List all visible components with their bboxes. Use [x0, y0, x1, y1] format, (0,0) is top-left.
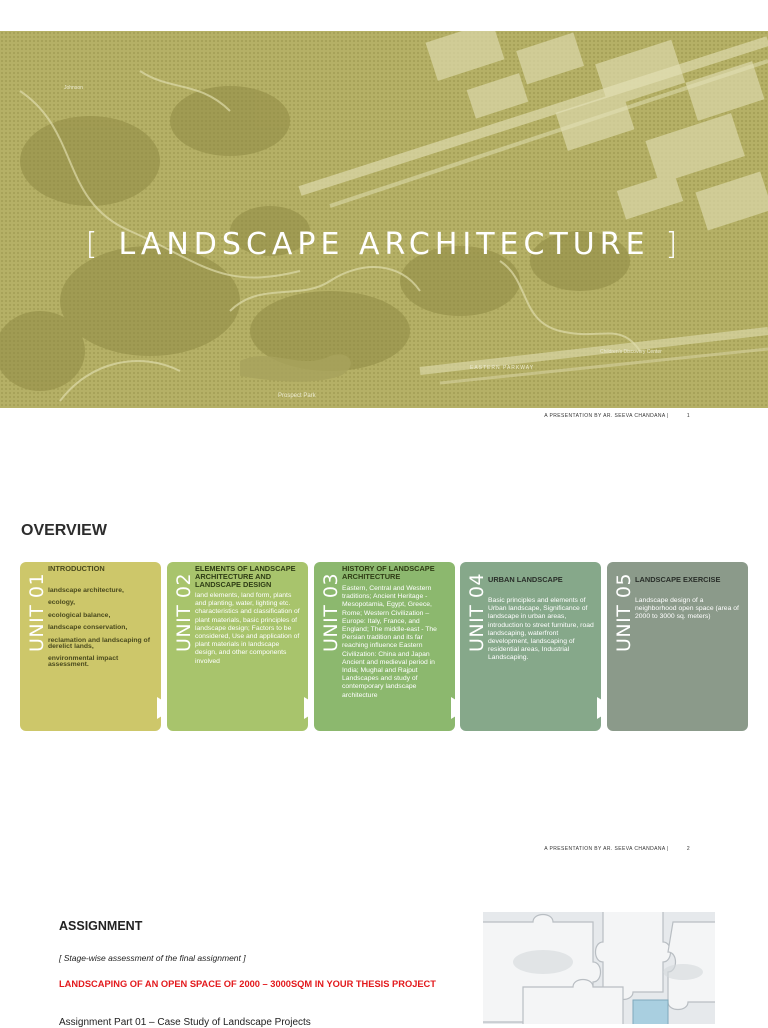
- slide-title: [0, 227, 768, 262]
- unit-body: Basic principles and elements of Urban landscape, Significance of landscape in urban areas, introduction to street furniture, road landscaping, waterfront development, landscaping of residential areas, Industrial Landscaping.: [488, 597, 594, 662]
- bracket-close: ]: [665, 227, 683, 262]
- slide-footer-1: A PRESENTATION BY AR. SEEVA CHANDANA | 1: [544, 413, 690, 419]
- unit-card-1: [20, 562, 161, 731]
- unit-heading: LANDSCAPE EXERCISE: [635, 575, 721, 584]
- unit-body: landscape architecture, ecology, ecological balance, landscape conservation, reclamation and landscaping of derelict lands, environmental impact assessment.: [48, 587, 150, 669]
- unit-card-5: [607, 562, 748, 731]
- unit-label-text: UNIT 03: [320, 572, 342, 652]
- puzzle-pieces-graphic: [483, 912, 715, 1024]
- slide-footer-2: A PRESENTATION BY AR. SEEVA CHANDANA | 2: [544, 846, 690, 852]
- unit-label-text: UNIT 04: [466, 572, 488, 652]
- overview-heading: OVERVIEW: [21, 522, 107, 539]
- puzzle-image: [483, 912, 715, 1024]
- unit-card-3: [314, 562, 455, 731]
- assignment-subtitle: [ Stage-wise assessment of the final assignment ]: [59, 953, 246, 963]
- hero-aerial-map: [0, 31, 768, 408]
- unit-label: [173, 570, 195, 720]
- aerial-map-graphic: [0, 31, 768, 408]
- unit-label-text: UNIT 05: [613, 572, 635, 652]
- unit-heading: HISTORY OF LANDSCAPE ARCHITECTURE: [342, 564, 435, 581]
- assignment-part-line: Assignment Part 01 – Case Study of Landscape Projects: [59, 1017, 311, 1028]
- bracket-open: [: [85, 227, 103, 262]
- map-label-parkway: EASTERN PARKWAY: [470, 365, 535, 371]
- unit-label: [466, 570, 488, 720]
- unit-body: Landscape design of a neighborhood open space (area of 2000 to 3000 sq. meters): [635, 597, 739, 621]
- page-number: 2: [686, 846, 690, 852]
- unit-label-text: UNIT 02: [173, 572, 195, 652]
- assignment-heading: ASSIGNMENT: [59, 919, 143, 933]
- map-label-park: Prospect Park: [278, 393, 316, 399]
- unit-card-2: [167, 562, 308, 731]
- unit-label: [613, 570, 635, 720]
- unit-label-text: UNIT 01: [26, 572, 48, 652]
- presenter-credit: A PRESENTATION BY AR. SEEVA CHANDANA: [544, 846, 666, 852]
- unit-heading: INTRODUCTION: [48, 564, 105, 573]
- map-label-museum: Children's Discovery Center: [600, 349, 662, 355]
- presenter-credit: A PRESENTATION BY AR. SEEVA CHANDANA: [544, 413, 666, 419]
- unit-heading: URBAN LANDSCAPE: [488, 575, 563, 584]
- page-number: 1: [686, 413, 690, 419]
- unit-heading: ELEMENTS OF LANDSCAPE ARCHITECTURE AND LANDSCAPE DESIGN: [195, 564, 296, 589]
- unit-label: [320, 570, 342, 720]
- slide-title-text: LANDSCAPE ARCHITECTURE: [118, 227, 650, 262]
- unit-label: [26, 570, 48, 720]
- unit-body: land elements, land form, plants and planting, water, lighting etc. characteristics and classification of plant materials, basic principles of landscape design; Factors to be considered, Use and application of plant materials in landscape design, and other components involved: [195, 592, 300, 665]
- assignment-highlight: LANDSCAPING OF AN OPEN SPACE OF 2000 – 3000SQM IN YOUR THESIS PROJECT: [59, 979, 436, 989]
- unit-body: Eastern, Central and Western traditions; Ancient Heritage - Mesopotamia, Egypt, Greece, Rome; Western Civilization – Europe: Italy, France, and England; The middle-east - The Persian tradition and its far reaching influence Eastern Civilization: China and Japan Ancient and medieval period in India; Mughal and Rajput Landscapes and study of contemporary landscape architecture: [342, 585, 437, 699]
- unit-card-4: [460, 562, 601, 731]
- map-label-road: Johnson: [64, 85, 83, 91]
